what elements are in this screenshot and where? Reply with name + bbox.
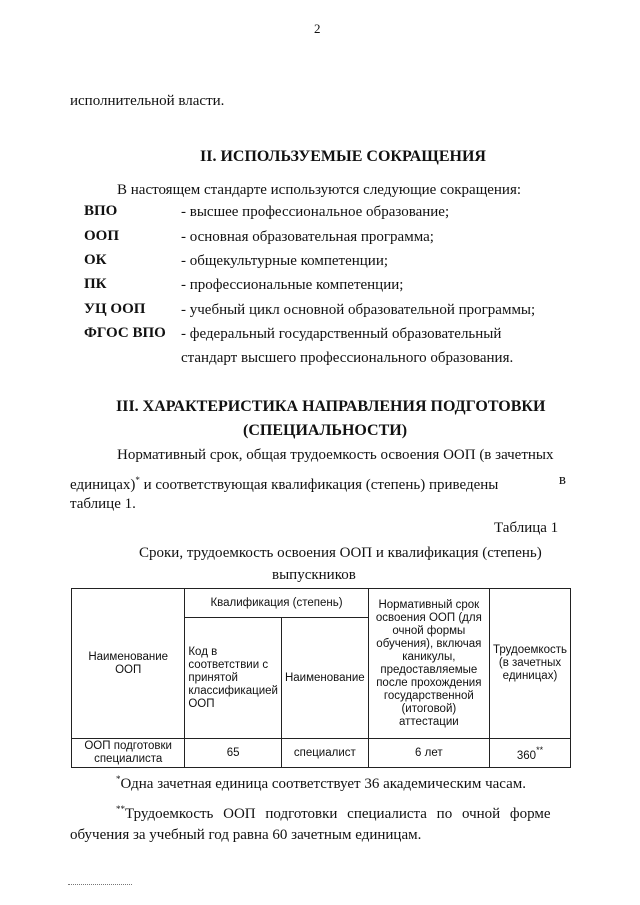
footnote-1 [116,770,526,793]
header-title: Наименование [281,618,368,739]
footnote-2-mark: ** [116,804,125,814]
para-text-a: единицах) [70,477,136,493]
footnote-2-line1 [116,800,551,823]
section3-title-line1: III. ХАРАКТЕРИСТИКА НАПРАВЛЕНИЯ ПОДГОТОВКИ [116,398,546,415]
section2-lead: В настоящем стандарте используются следующие сокращения: [117,182,522,198]
header-term: Нормативный срок освоения ООП (для очной формы обучения), включая каникулы, предоставляемые после прохождения государственной (итоговой) аттестации [368,589,489,739]
para-text-c: в [558,472,566,488]
abbr-uc-oop: УЦ ООП [84,301,146,317]
footnote-2-line2: обучения за учебный год равна 60 зачетным единицам. [70,827,422,843]
page-number: 2 [314,21,321,36]
section2-title: II. ИСПОЛЬЗУЕМЫЕ СОКРАЩЕНИЯ [200,148,486,165]
row-title: специалист [281,739,368,768]
para-text-b: и соответствующая квалификация (степень) приведены [139,477,499,493]
abbr-ok: ОК [84,252,107,268]
footnote-1-mark: * [116,774,121,784]
table-caption-line1: Сроки, трудоемкость освоения ООП и квалификация (степень) [139,545,542,561]
footnote-1-text: Одна зачетная единица соответствует 36 академическим часам. [120,776,527,792]
qualification-table [71,588,571,768]
header-workload: Трудоемкость (в зачетных единицах) [489,589,570,739]
section3-paragraph-line1: Нормативный срок, общая трудоемкость освоения ООП (в зачетных [117,447,554,463]
abbr-pk: ПК [84,276,107,292]
row-workload [489,739,570,768]
table-caption-line2: выпускников [272,567,356,583]
row-code: 65 [185,739,282,768]
section3-title-line2: (СПЕЦИАЛЬНОСТИ) [243,422,408,439]
abbr-oop-desc: - основная образовательная программа; [181,229,434,245]
footnote-marker: * [135,475,140,485]
abbr-vpo: ВПО [84,203,118,219]
section3-paragraph-line2 [70,471,570,494]
header-name: Наименование ООП [72,589,185,739]
row-name: ООП подготовки специалиста [72,739,185,768]
row-workload-value: 360 [516,749,537,762]
table-label: Таблица 1 [494,520,559,536]
abbr-oop: ООП [84,228,120,244]
header-code: Код в соответствии с принятой классификацией ООП [185,618,282,739]
intro-text: исполнительной власти. [70,93,225,109]
row-term: 6 лет [368,739,489,768]
abbr-fgos-vpo-desc-cont: стандарт высшего профессионального образования. [181,350,514,366]
section3-paragraph-line3: таблице 1. [70,496,136,512]
abbr-ok-desc: - общекультурные компетенции; [181,253,389,269]
row-workload-marker: ** [536,744,544,755]
abbr-fgos-vpo: ФГОС ВПО [84,325,166,341]
scan-artifact [68,884,132,887]
abbr-fgos-vpo-desc: - федеральный государственный образовательный [181,326,502,342]
abbr-uc-oop-desc: - учебный цикл основной образовательной программы; [181,302,536,318]
abbr-pk-desc: - профессиональные компетенции; [181,277,404,293]
abbr-vpo-desc: - высшее профессиональное образование; [181,204,450,220]
header-qualification: Квалификация (степень) [185,589,368,618]
footnote-2-text: Трудоемкость ООП подготовки специалиста по очной форме [125,806,551,822]
